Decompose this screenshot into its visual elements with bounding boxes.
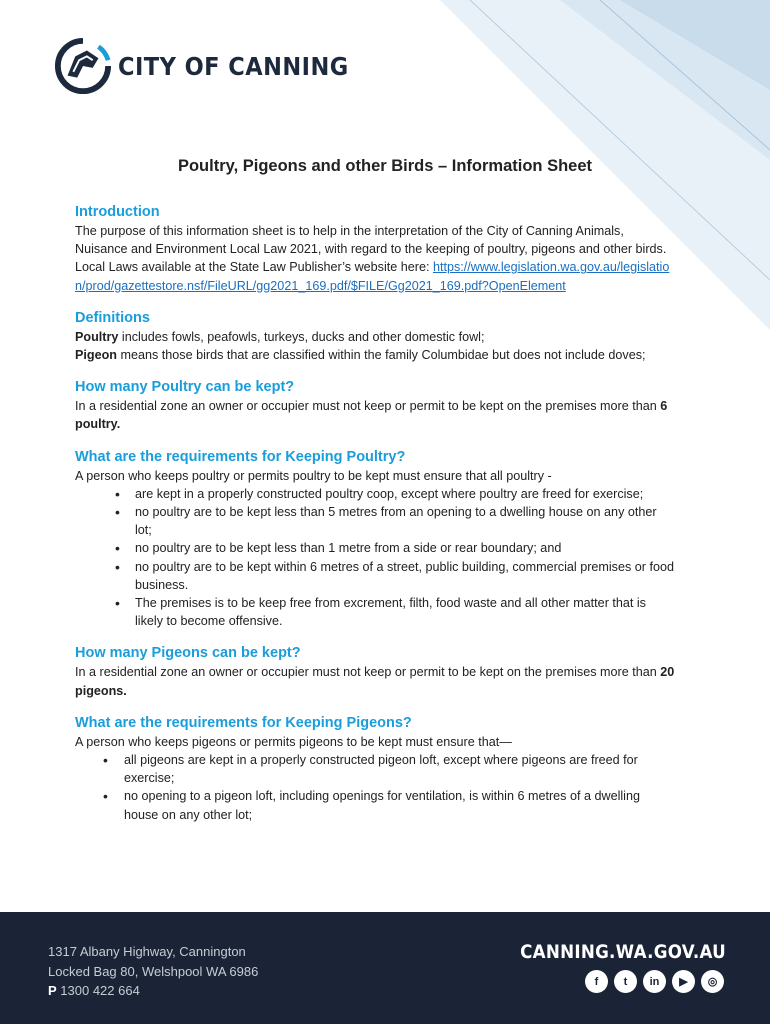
poultry-requirements-heading: What are the requirements for Keeping Poultry? <box>75 448 406 465</box>
city-logo <box>54 37 374 95</box>
list-item: • no poultry are to be kept within 6 metres of a street, public building, commercial premises or food business. <box>75 558 675 594</box>
facebook-icon[interactable]: f <box>585 970 608 993</box>
pigeon-requirements-section <box>75 714 675 824</box>
list-item: • are kept in a properly constructed poultry coop, except where poultry are freed for exercise; <box>75 485 675 503</box>
city-logo-icon <box>54 37 112 95</box>
poultry-count-text: In a residential zone an owner or occupier must not keep or permit to be kept on the premises more than 6 poultry. <box>75 399 668 432</box>
definitions-section <box>75 309 675 364</box>
poultry-requirements-list <box>75 485 675 631</box>
twitter-icon[interactable]: t <box>614 970 637 993</box>
address-line: Locked Bag 80, Welshpool WA 6986 <box>48 963 259 979</box>
list-item: • no poultry are to be kept less than 5 metres from an opening to a dwelling house on any other lot; <box>75 503 675 539</box>
pigeon-requirements-list <box>75 751 675 824</box>
youtube-icon[interactable]: ▶ <box>672 970 695 993</box>
footer <box>0 912 770 1024</box>
page-title: Poultry, Pigeons and other Birds – Information Sheet <box>177 157 593 175</box>
intro-heading: Introduction <box>75 204 160 220</box>
intro-section <box>75 203 675 295</box>
pigeon-count-heading: How many Pigeons can be kept? <box>75 645 301 662</box>
phone-line: P 1300 422 664 <box>48 983 140 998</box>
poultry-count-heading: How many Poultry can be kept? <box>75 379 295 396</box>
list-item: • no opening to a pigeon loft, including openings for ventilation, is within 6 metres of a dwelling house on any other lot; <box>75 787 675 823</box>
instagram-icon[interactable]: ◎ <box>701 970 724 993</box>
poultry-definition: Poultry includes fowls, peafowls, turkeys, ducks and other domestic fowl; <box>75 329 485 344</box>
address-line: 1317 Albany Highway, Cannington <box>48 944 246 959</box>
pigeon-definition: Pigeon means those birds that are classified within the family Columbidae but does not include doves; <box>75 348 646 363</box>
document-body <box>75 203 675 838</box>
pigeon-requirements-heading: What are the requirements for Keeping Pigeons? <box>75 714 412 731</box>
poultry-count-section <box>75 378 675 433</box>
pigeon-count-text: In a residential zone an owner or occupier must not keep or permit to be kept on the premises more than 20 pigeons. <box>75 665 675 698</box>
brand-name: CITY OF CANNING <box>118 51 349 81</box>
definitions-heading: Definitions <box>75 309 150 326</box>
poultry-requirements-section <box>75 448 675 631</box>
list-item: • all pigeons are kept in a properly constructed pigeon loft, except where pigeons are freed for exercise; <box>75 751 675 787</box>
poultry-requirements-lead: A person who keeps poultry or permits poultry to be kept must ensure that all poultry - <box>75 468 552 483</box>
legislation-link[interactable]: https://www.legislation.wa.gov.au/legislation/prod/gazettestore.nsf/FileURL/gg2021_169.pdf/$FILE/Gg2021_169.pdf?OpenElement <box>75 260 670 293</box>
intro-text: The purpose of this information sheet is to help in the interpretation of the City of Canning Animals, Nuisance and Environment Local Law 2021, with regard to the keeping of poultry, pigeons and other birds. Local Laws available at the State Law Publisher’s website here: https://www.legislation.wa.gov.au/legislation/prod/gazettestore.nsf/FileURL/gg2021_169.pdf/$FILE/Gg2021_169.pdf?OpenElement <box>75 224 670 293</box>
list-item: • no poultry are to be kept less than 1 metre from a side or rear boundary; and <box>75 539 675 557</box>
website-link[interactable]: CANNING.WA.GOV.AU <box>520 941 726 963</box>
pigeon-count-section <box>75 644 675 699</box>
footer-address <box>48 942 258 1001</box>
social-links <box>585 970 724 993</box>
pigeon-requirements-lead: A person who keeps pigeons or permits pigeons to be kept must ensure that— <box>75 734 512 749</box>
list-item: • The premises is to be keep free from excrement, filth, food waste and all other matter that is likely to become offensive. <box>75 594 675 630</box>
linkedin-icon[interactable]: in <box>643 970 666 993</box>
